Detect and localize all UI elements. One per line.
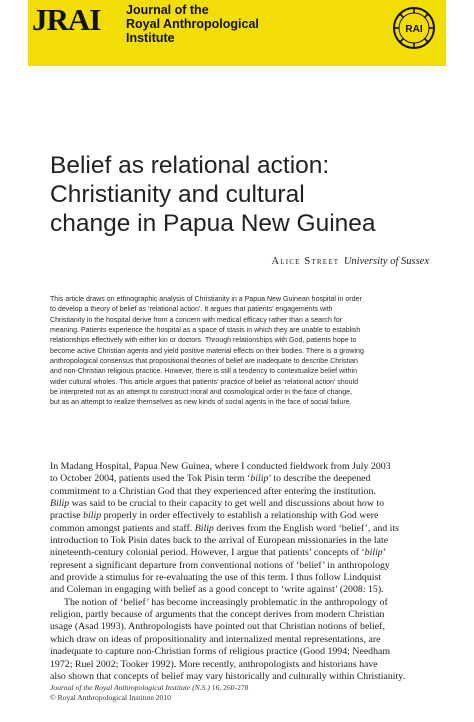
footer-citation-line (50, 683, 440, 693)
body-line: also shown that concepts of belief may vary historically and culturally within Christianity. (50, 670, 406, 682)
abstract-line: meaning. Patients experience the hospital as a space of stasis in which they are unable to establish (50, 327, 361, 335)
abstract-line: to develop a theory of belief as ‘relational action’. It argues that patients’ engagements with (50, 306, 333, 314)
abstract-line: Christianity in the hospital derive from a concern with medical efficacy rather than a search for (50, 316, 343, 324)
rai-seal-icon (392, 6, 436, 50)
body-line: to October 2004, patients used the Tok Pisin term ‘bilip’ to describe the deepened (50, 473, 371, 485)
abstract-line: but as an attempt to realize themselves as new kinds of social agents in the face of social failure. (50, 399, 352, 407)
title-line: Christianity and cultural (50, 181, 305, 208)
body-line: represent a significant departure from conventional notions of ‘belief’ in anthropology (50, 559, 390, 571)
body-line: commitment to a Christian God that they experienced after entering the institution. (50, 485, 376, 497)
tok-pisin-term: bilip (364, 547, 383, 559)
body-line: usage (Asad 1993). Anthropologists have pointed out that Christian notions of belief, (50, 621, 385, 633)
abstract-line: and non-Christian religious practice. However, there is still a tendency to contextualize belief within (50, 368, 358, 376)
journal-banner (28, 0, 446, 66)
byline (271, 256, 429, 267)
abstract-line: anthropological consensus that propositional theories of belief are inadequate to describe Christian (50, 358, 358, 366)
journal-name-line: Journal of the (126, 3, 209, 17)
body-line: inadequate to capture non-Christian forms of religious practice (Good 1994; Needham (50, 646, 391, 658)
journal-name-line: Institute (126, 31, 175, 45)
journal-name (126, 3, 316, 45)
tok-pisin-term: Bilip (50, 498, 70, 510)
abstract (50, 295, 440, 409)
title-line: Belief as relational action: (50, 152, 330, 179)
body-line: Bilip was said to be crucial to their capacity to get well and discussions about how to (50, 498, 385, 510)
abstract-line: This article draws on ethnographic analysis of Christianity in a Papua New Guinean hospital in order (50, 296, 362, 303)
body-line: and Coleman in engaging with belief as a good concept to ‘write against’ (2008: 15). (50, 584, 384, 596)
title-line: change in Papua New Guinea (50, 210, 376, 237)
body-line: In Madang Hospital, Papua New Guinea, where I conducted fieldwork from July 2003 (50, 461, 391, 472)
journal-name-line: Royal Anthropological (126, 17, 259, 31)
footer-copyright: © Royal Anthropological Institute 2010 (50, 693, 171, 702)
seal-label: RAI (405, 24, 423, 35)
abstract-line: be interpreted not as an attempt to construct moral and cosmological order in the face of change, (50, 389, 353, 397)
body-line: The notion of ‘belief’ has become increasingly problematic in the anthropology of (64, 596, 388, 608)
footer (50, 683, 440, 703)
body-line: common amongst patients and staff. Bilip derives from the English word ‘belief’, and its (50, 522, 399, 534)
body-line: introduction to Tok Pisin dates back to the arrival of European missionaries in the late (50, 535, 389, 547)
article-title (50, 151, 430, 238)
tok-pisin-term: Bilip (194, 522, 214, 534)
abstract-line: wider cultural wholes. This article argues that patients’ practice of belief as ‘relational action’ should (50, 378, 359, 386)
body-line: 1972; Ruel 2002; Tooker 1992). More recently, anthropologists and historians have (50, 658, 378, 670)
body-line: which draw on ideas of propositionality and internalized mental representations, are (50, 633, 381, 645)
body-text (50, 461, 440, 683)
body-line: nineteenth-century colonial period. However, I argue that patients’ concepts of ‘bilip’ (50, 547, 387, 559)
body-line: and provide a stimulus for re-evaluating the use of this term. I thus follow Lindquist (50, 572, 382, 584)
tok-pisin-term: bilip (250, 473, 269, 485)
body-line: religion, partly because of arguments that the concept derives from modern Christian (50, 609, 385, 621)
footer-volume-pages: 16, 260-278 (211, 683, 249, 692)
body-line: practise bilip properly in order effectively to establish a relationship with God were (50, 510, 379, 522)
abstract-line: become active Christian agents and yield positive material effects on their bodies. There is a growing (50, 347, 364, 355)
author-affiliation: University of Sussex (343, 256, 429, 267)
abstract-line: relationships effectively with either kin or doctors. Through relationships with God, patients hope to (50, 337, 357, 345)
author-name: Alice Street (271, 256, 340, 267)
footer-journal: Journal of the Royal Anthropological Institute (N.S.) (50, 683, 210, 692)
journal-logo: JRAI (32, 2, 101, 37)
tok-pisin-term: bilip (83, 510, 102, 522)
